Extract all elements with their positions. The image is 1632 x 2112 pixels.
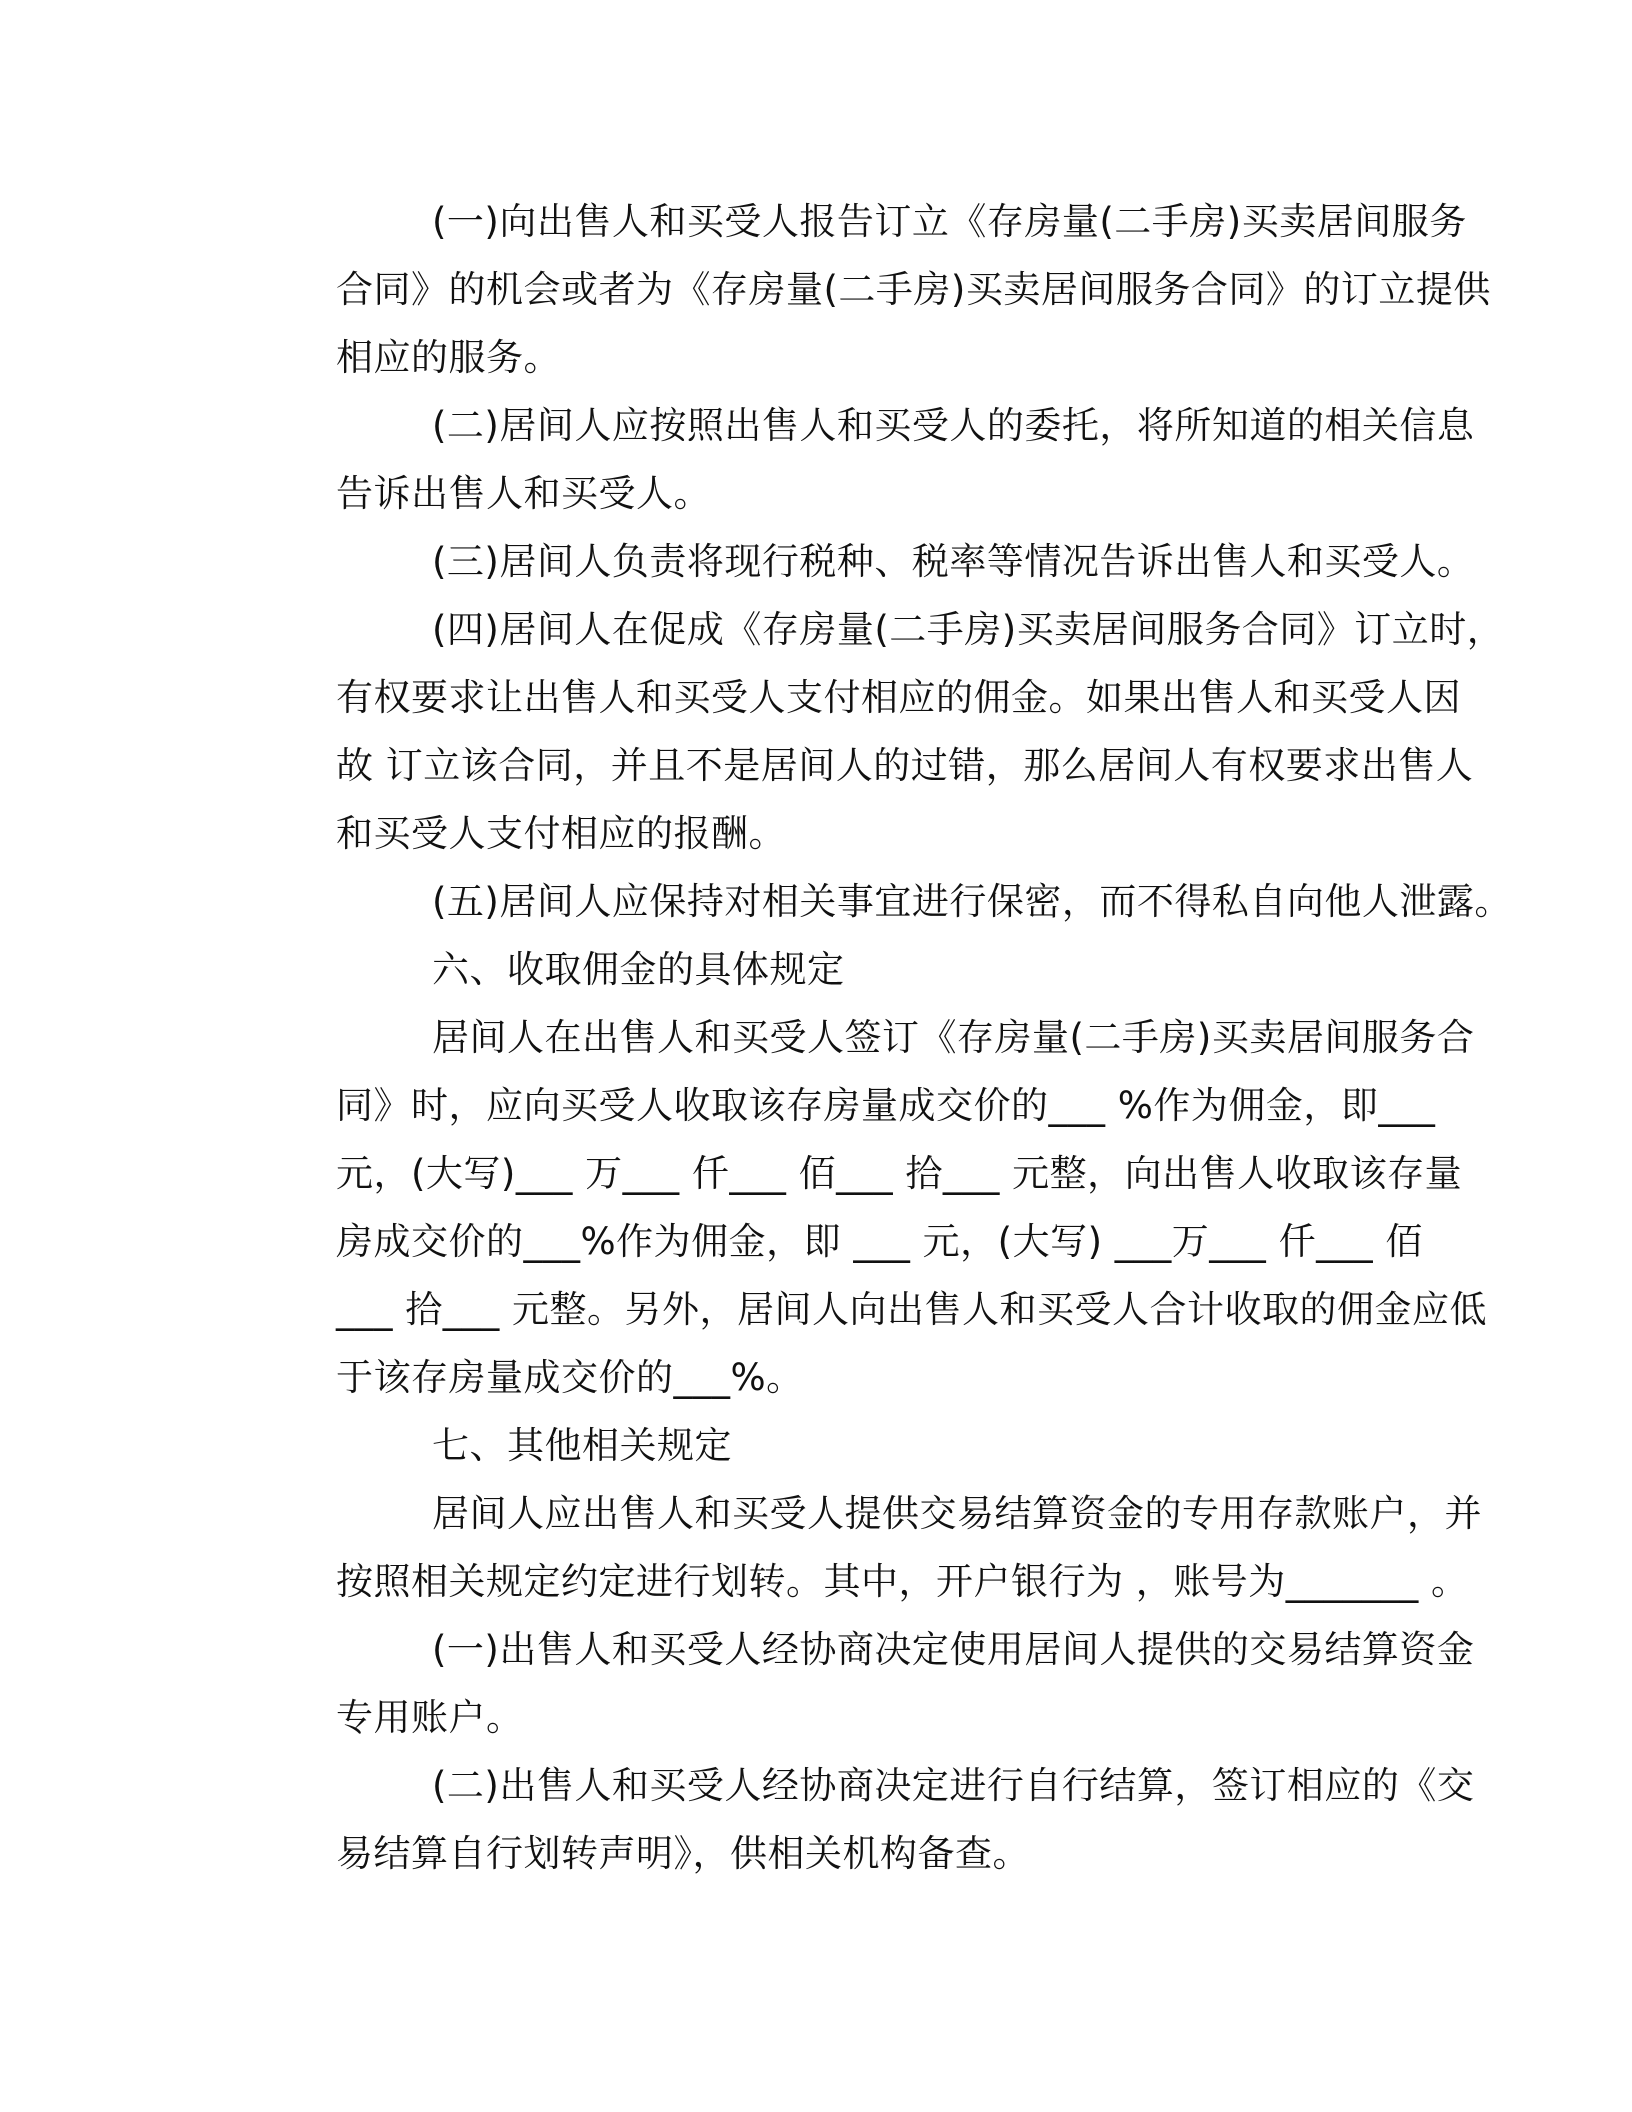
section-heading: 七、其他相关规定 [432, 1424, 732, 1467]
text-line: 故 订立该合同，并且不是居间人的过错，那么居间人有权要求出售人 [336, 744, 1474, 787]
text-line: 按照相关规定约定进行划转。其中，开户银行为 ，账号为_______ 。 [336, 1560, 1469, 1603]
paragraph-account-option-2 [240, 1752, 1475, 1888]
paragraph-clause-4 [240, 596, 1505, 868]
text-line: (五)居间人应保持对相关事宜进行保密，而不得私自向他人泄露。 [432, 880, 1512, 923]
text-line: 合同》的机会或者为《存房量(二手房)买卖居间服务合同》的订立提供 [336, 268, 1491, 311]
text-line: (一)向出售人和买受人报告订立《存房量(二手房)买卖居间服务 [432, 200, 1467, 243]
text-line: (二)居间人应按照出售人和买受人的委托，将所知道的相关信息 [432, 404, 1475, 447]
text-line: 和买受人支付相应的报酬。 [336, 812, 786, 855]
text-line: 相应的服务。 [336, 336, 561, 379]
text-line: 易结算自行划转声明》，供相关机构备查。 [336, 1832, 1030, 1875]
paragraph-commission-terms [240, 1004, 1488, 1412]
paragraph-clause-2 [240, 392, 1475, 528]
section-heading-commission [240, 936, 1390, 1004]
text-line: 同》时，应向买受人收取该存房量成交价的___ %作为佣金，即___ [336, 1084, 1436, 1127]
text-line: 居间人在出售人和买受人签订《存房量(二手房)买卖居间服务合 [432, 1016, 1475, 1059]
section-heading-other [240, 1412, 1390, 1480]
text-line: (二)出售人和买受人经协商决定进行自行结算，签订相应的《交 [432, 1764, 1475, 1807]
text-line: 有权要求让出售人和买受人支付相应的佣金。如果出售人和买受人因 [336, 676, 1461, 719]
text-line: 房成交价的___%作为佣金，即 ___ 元，(大写) ___万___ 仟___ 佰 [336, 1220, 1423, 1263]
text-line: 居间人应出售人和买受人提供交易结算资金的专用存款账户，并 [432, 1492, 1482, 1535]
paragraph-clause-3 [240, 528, 1475, 596]
text-line: (三)居间人负责将现行税种、税率等情况告诉出售人和买受人。 [432, 540, 1475, 583]
document-body [240, 188, 1512, 1888]
text-line: (四)居间人在促成《存房量(二手房)买卖居间服务合同》订立时， [432, 608, 1505, 651]
text-line: 专用账户。 [336, 1696, 524, 1739]
paragraph-clause-5 [240, 868, 1512, 936]
text-line: 元，(大写)___ 万___ 仟___ 佰___ 拾___ 元整，向出售人收取该存量 [336, 1152, 1463, 1195]
section-heading: 六、收取佣金的具体规定 [432, 948, 845, 991]
text-line: 于该存房量成交价的___%。 [336, 1356, 804, 1399]
text-line: ___ 拾___ 元整。另外，居间人向出售人和买受人合计收取的佣金应低 [336, 1288, 1488, 1331]
paragraph-account-option-1 [240, 1616, 1475, 1752]
text-line: (一)出售人和买受人经协商决定使用居间人提供的交易结算资金 [432, 1628, 1475, 1671]
text-line: 告诉出售人和买受人。 [336, 472, 711, 515]
paragraph-account-terms [240, 1480, 1482, 1616]
paragraph-clause-1 [240, 188, 1491, 392]
